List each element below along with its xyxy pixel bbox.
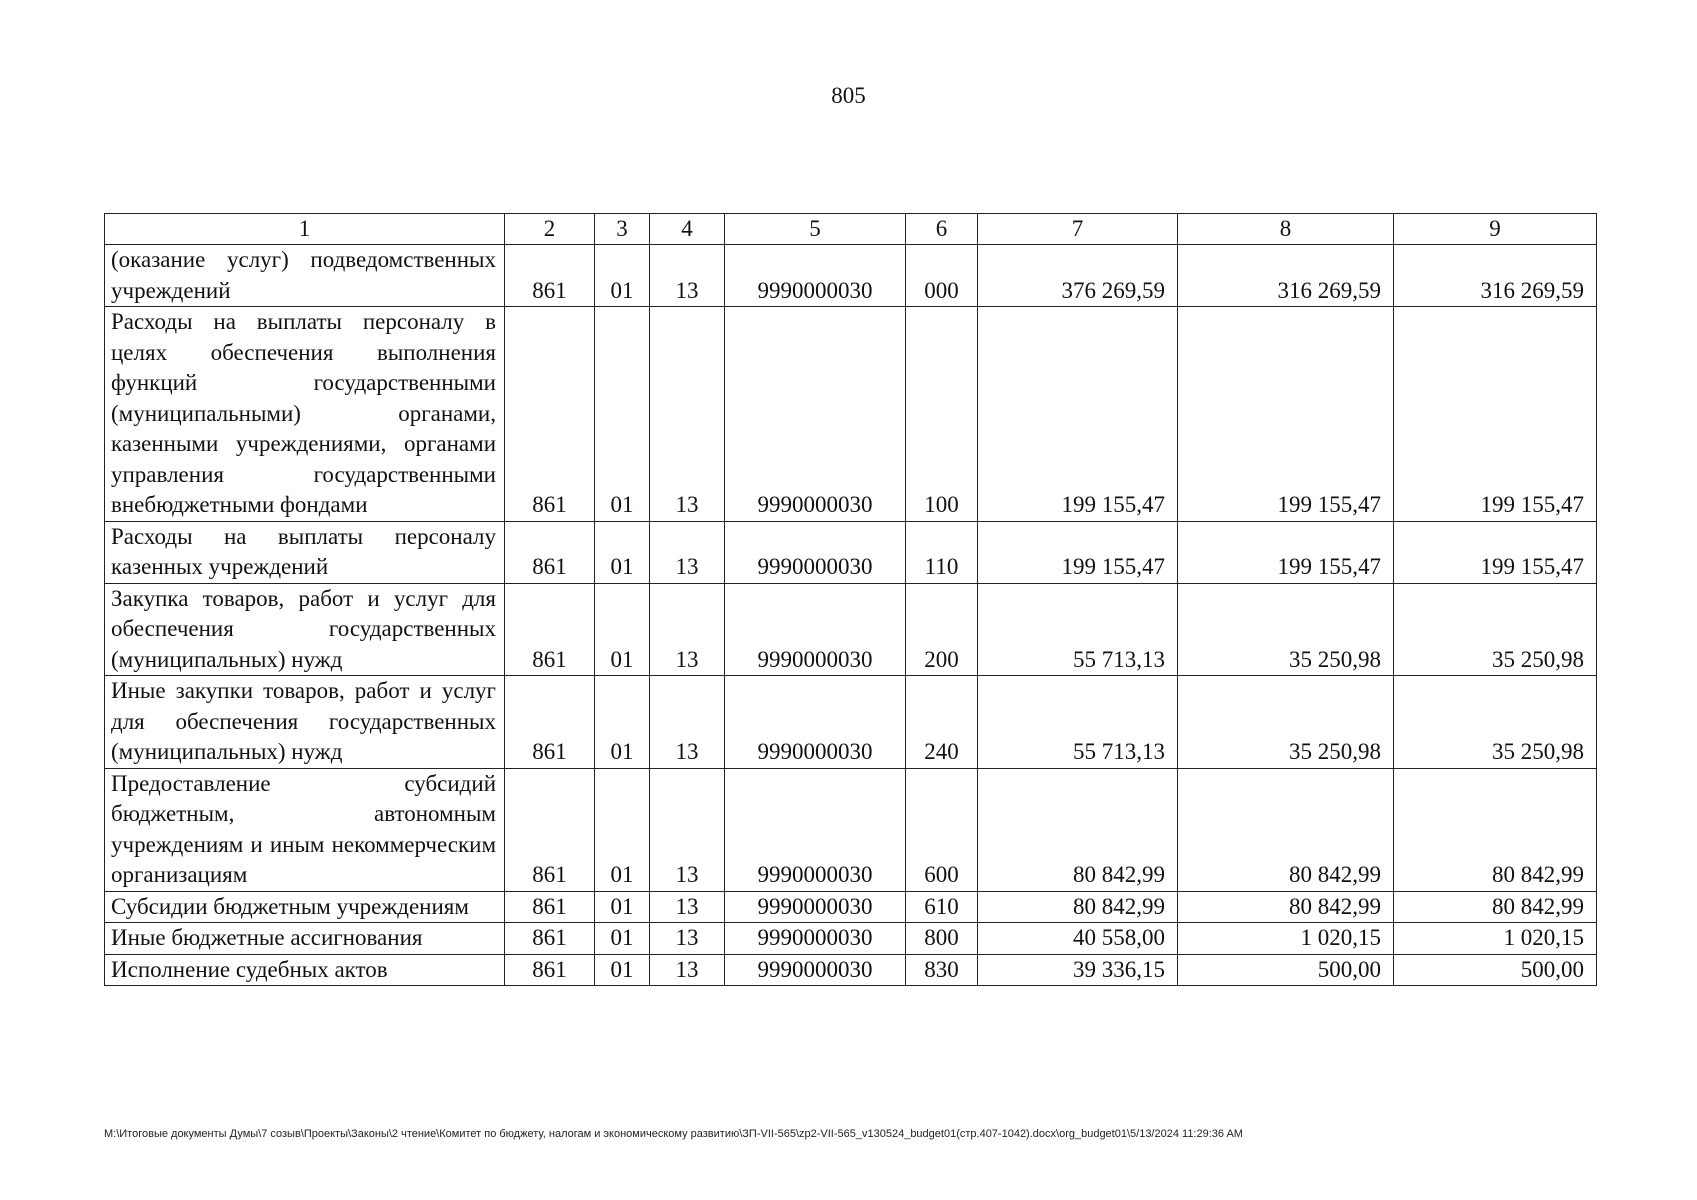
target-article-code: 9990000030 (725, 583, 906, 676)
row-description: Субсидии бюджетным учреждениям (105, 891, 505, 923)
section-code: 01 (595, 891, 650, 923)
section-code: 01 (595, 307, 650, 522)
ministry-code: 861 (505, 676, 595, 769)
target-article-code: 9990000030 (725, 521, 906, 583)
amount-col-7: 376 269,59 (978, 245, 1178, 307)
subsection-code: 13 (650, 891, 725, 923)
amount-col-9: 316 269,59 (1394, 245, 1597, 307)
amount-col-9: 35 250,98 (1394, 676, 1597, 769)
amount-col-7: 39 336,15 (978, 954, 1178, 986)
column-header-4: 4 (650, 214, 725, 245)
amount-col-9: 1 020,15 (1394, 923, 1597, 955)
ministry-code: 861 (505, 521, 595, 583)
table-header (105, 214, 1597, 245)
expense-type-code: 100 (906, 307, 978, 522)
subsection-code: 13 (650, 521, 725, 583)
amount-col-9: 80 842,99 (1394, 891, 1597, 923)
table-row (105, 891, 1597, 923)
subsection-code: 13 (650, 245, 725, 307)
table-body (105, 245, 1597, 986)
ministry-code: 861 (505, 923, 595, 955)
target-article-code: 9990000030 (725, 768, 906, 891)
expense-type-code: 610 (906, 891, 978, 923)
ministry-code: 861 (505, 954, 595, 986)
section-code: 01 (595, 583, 650, 676)
amount-col-8: 316 269,59 (1178, 245, 1394, 307)
amount-col-8: 1 020,15 (1178, 923, 1394, 955)
table-row (105, 307, 1597, 522)
ministry-code: 861 (505, 307, 595, 522)
row-description: Закупка товаров, работ и услуг для обеспечения государственных (муниципальных) нужд (105, 583, 505, 676)
subsection-code: 13 (650, 954, 725, 986)
row-description: Расходы на выплаты персоналу казенных учреждений (105, 521, 505, 583)
table-row (105, 521, 1597, 583)
subsection-code: 13 (650, 307, 725, 522)
amount-col-7: 55 713,13 (978, 583, 1178, 676)
amount-col-8: 199 155,47 (1178, 307, 1394, 522)
table-row (105, 768, 1597, 891)
amount-col-8: 35 250,98 (1178, 676, 1394, 769)
target-article-code: 9990000030 (725, 676, 906, 769)
expense-type-code: 240 (906, 676, 978, 769)
ministry-code: 861 (505, 891, 595, 923)
expense-type-code: 110 (906, 521, 978, 583)
column-header-3: 3 (595, 214, 650, 245)
section-code: 01 (595, 521, 650, 583)
amount-col-9: 199 155,47 (1394, 307, 1597, 522)
amount-col-8: 80 842,99 (1178, 891, 1394, 923)
target-article-code: 9990000030 (725, 923, 906, 955)
section-code: 01 (595, 923, 650, 955)
amount-col-8: 500,00 (1178, 954, 1394, 986)
table-row (105, 923, 1597, 955)
column-header-2: 2 (505, 214, 595, 245)
row-description: Предоставление субсидий бюджетным, автономным учреждениям и иным некоммерческим организациям (105, 768, 505, 891)
column-header-8: 8 (1178, 214, 1394, 245)
column-header-7: 7 (978, 214, 1178, 245)
expense-type-code: 200 (906, 583, 978, 676)
target-article-code: 9990000030 (725, 307, 906, 522)
column-header-6: 6 (906, 214, 978, 245)
amount-col-7: 40 558,00 (978, 923, 1178, 955)
expense-type-code: 800 (906, 923, 978, 955)
page-number: 805 (831, 83, 866, 108)
section-code: 01 (595, 954, 650, 986)
amount-col-9: 199 155,47 (1394, 521, 1597, 583)
column-header-9: 9 (1394, 214, 1597, 245)
target-article-code: 9990000030 (725, 891, 906, 923)
target-article-code: 9990000030 (725, 954, 906, 986)
table-row (105, 676, 1597, 769)
table-row (105, 954, 1597, 986)
subsection-code: 13 (650, 923, 725, 955)
amount-col-8: 80 842,99 (1178, 768, 1394, 891)
amount-col-9: 500,00 (1394, 954, 1597, 986)
row-description: Исполнение судебных актов (105, 954, 505, 986)
expense-type-code: 830 (906, 954, 978, 986)
amount-col-8: 199 155,47 (1178, 521, 1394, 583)
ministry-code: 861 (505, 245, 595, 307)
row-description: Иные закупки товаров, работ и услуг для обеспечения государственных (муниципальных) нужд (105, 676, 505, 769)
expense-type-code: 000 (906, 245, 978, 307)
row-description: (оказание услуг) подведомственных учреждений (105, 245, 505, 307)
section-code: 01 (595, 676, 650, 769)
amount-col-9: 35 250,98 (1394, 583, 1597, 676)
section-code: 01 (595, 245, 650, 307)
amount-col-8: 35 250,98 (1178, 583, 1394, 676)
subsection-code: 13 (650, 768, 725, 891)
column-header-5: 5 (725, 214, 906, 245)
amount-col-7: 199 155,47 (978, 307, 1178, 522)
amount-col-7: 199 155,47 (978, 521, 1178, 583)
table-row (105, 583, 1597, 676)
ministry-code: 861 (505, 583, 595, 676)
row-description: Иные бюджетные ассигнования (105, 923, 505, 955)
target-article-code: 9990000030 (725, 245, 906, 307)
amount-col-9: 80 842,99 (1394, 768, 1597, 891)
column-header-1: 1 (105, 214, 505, 245)
amount-col-7: 80 842,99 (978, 768, 1178, 891)
ministry-code: 861 (505, 768, 595, 891)
section-code: 01 (595, 768, 650, 891)
footer-file-path: M:\Итоговые документы Думы\7 созыв\Проекты\Законы\2 чтение\Комитет по бюджету, налогам и экономическому развитию\ЗП-VII-565\zp2-VII-565_v130524_budget01(стр.407-1042).docx\org_budget01\5/13/2024 11:29:36 AM (104, 1128, 1243, 1140)
header-row (105, 214, 1597, 245)
amount-col-7: 55 713,13 (978, 676, 1178, 769)
subsection-code: 13 (650, 583, 725, 676)
table-row (105, 245, 1597, 307)
subsection-code: 13 (650, 676, 725, 769)
amount-col-7: 80 842,99 (978, 891, 1178, 923)
expense-type-code: 600 (906, 768, 978, 891)
budget-table (104, 213, 1597, 986)
row-description: Расходы на выплаты персоналу в целях обеспечения выполнения функций государственными (муниципальными) органами, казенными учреждениями, органами управления государственными внебюджетными фондами (105, 307, 505, 522)
